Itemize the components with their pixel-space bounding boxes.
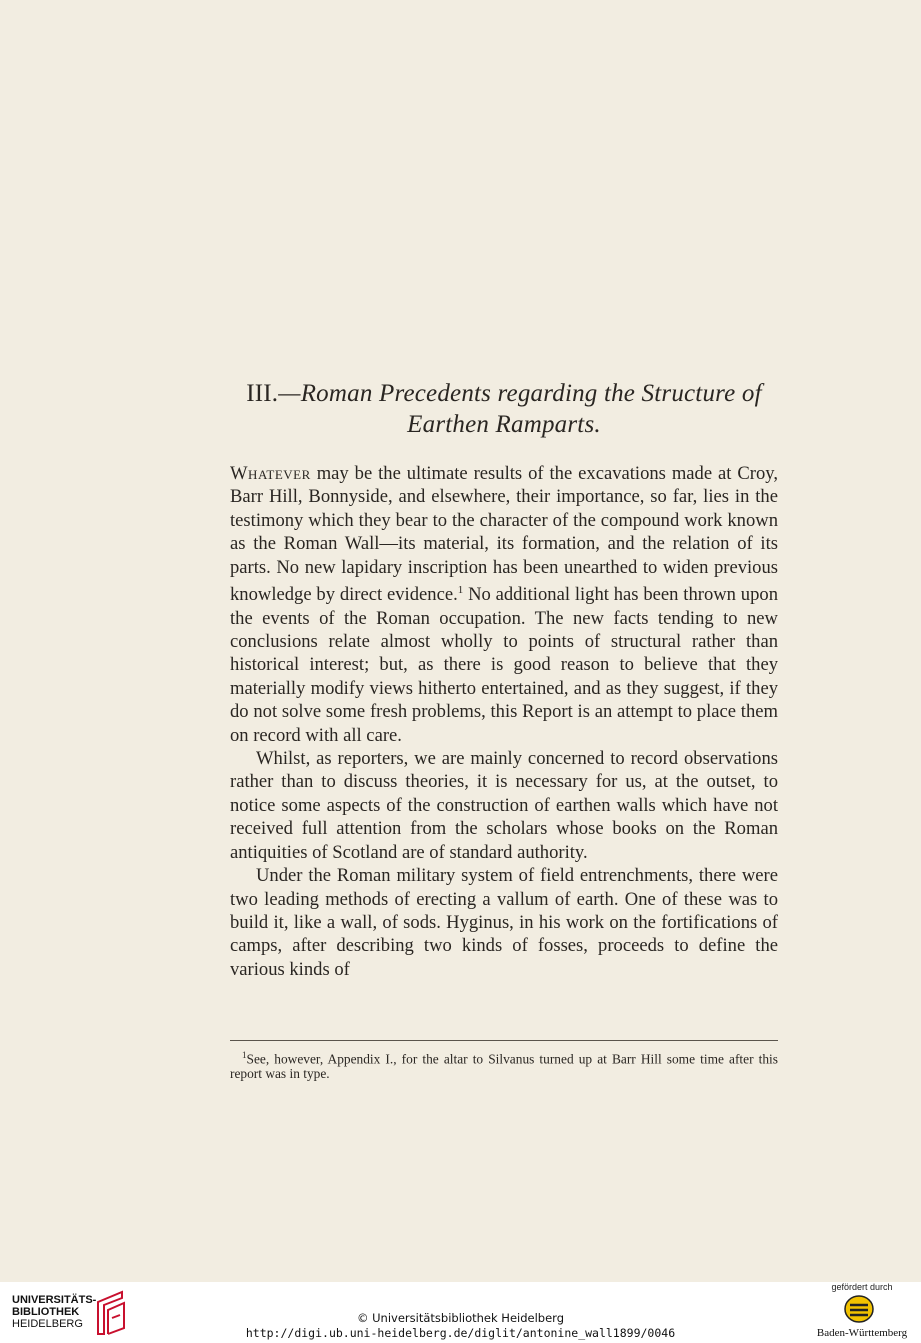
paragraph-1 (230, 462, 778, 747)
paragraph-1-text: may be the ultimate results of the excavations made at Croy, Barr Hill, Bonnyside, and elsewhere, their importance, so far, lies in the testimony which they bear to the character of the compound work known as the Roman Wall—its material, its formation, and the relation of its parts. No new lapidary inscription has been unearthed to widen previous knowledge by direct evidence. (230, 463, 778, 606)
sponsor-label: gefördert durch (831, 1282, 893, 1292)
copyright-credit: © Universitätsbibliothek Heidelberg (356, 1311, 564, 1325)
paragraph-1-lead: Whatever (230, 463, 311, 484)
sponsor-name: Baden-Württemberg (816, 1327, 908, 1339)
body-text (230, 462, 778, 981)
section-number: III. (246, 380, 279, 407)
section-heading (230, 378, 778, 440)
library-line-3: HEIDELBERG (12, 1318, 83, 1330)
library-line-2: BIBLIOTHEK (12, 1306, 80, 1318)
paragraph-2: Whilst, as reporters, we are mainly concerned to record observations rather than to discuss theories, it is necessary for us, at the outset, to notice some aspects of the construction of earthen walls which have not received full attention from the scholars whose books on the Roman antiquities of Scotland are of standard authority. (230, 748, 778, 863)
footnote-mark: 1 (242, 1050, 247, 1060)
source-url[interactable]: http://digi.ub.uni-heidelberg.de/diglit/antonine_wall1899/0046 (245, 1326, 676, 1340)
paragraph-1-rest: No additional light has been thrown upon the events of the Roman occupation. The new facts tending to new conclusions relate almost wholly to points of structural rather than historical interest; but, as there is good reason to believe that they materially modify views hitherto entertained, and as they suggest, if they do not solve some fresh problems, this Report is an attempt to place them on record with all care. (230, 584, 778, 746)
footnote-rule (230, 1040, 778, 1041)
paragraph-3: Under the Roman military system of field entrenchments, there were two leading methods of erecting a vallum of earth. One of these was to build it, like a wall, of sods. Hyginus, in his work on the fortifications of camps, after describing two kinds of fosses, proceeds to define the various kinds of (230, 865, 778, 980)
coat-of-arms-icon (842, 1294, 876, 1324)
footnote-text: See, however, Appendix I., for the altar to Silvanus turned up at Barr Hill some time after this report was in type. (230, 1051, 778, 1082)
library-line-1: UNIVERSITÄTS- (12, 1294, 97, 1306)
footnote-reference: 1 (457, 584, 464, 597)
footnote (230, 1048, 778, 1081)
section-title: —Roman Precedents regarding the Structure of Earthen Ramparts. (278, 380, 762, 438)
